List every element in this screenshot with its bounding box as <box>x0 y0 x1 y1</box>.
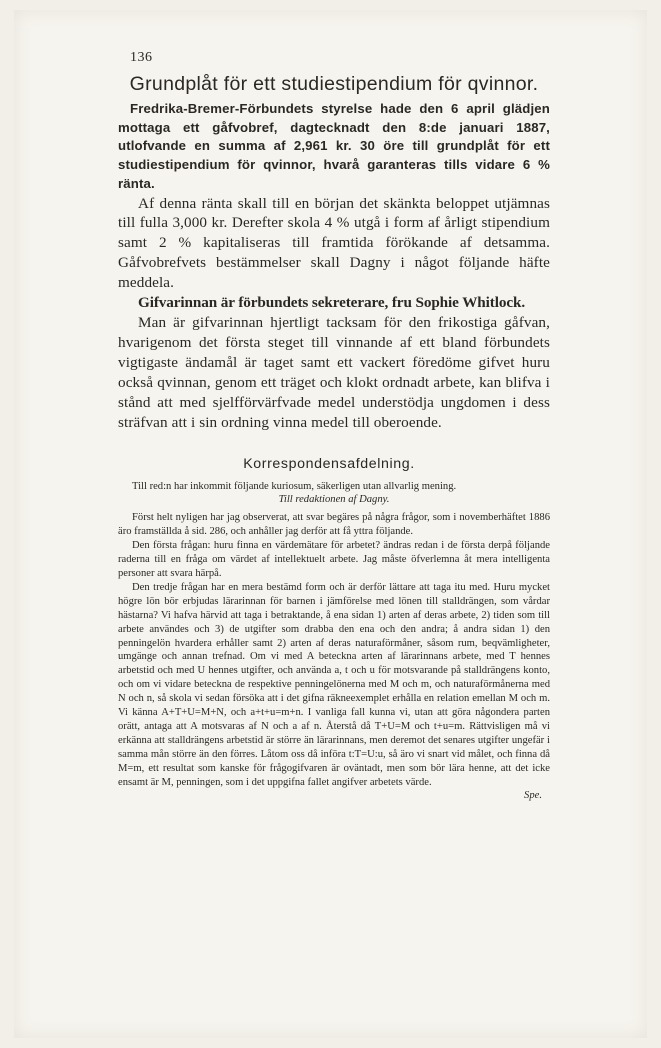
page-content <box>118 50 550 801</box>
body-paragraph: Man är gifvarinnan hjertligt tacksam för den frikostiga gåfvan, hvarigenom det första steget till vinnande af ett bland förbundets vigtigaste ändamål är taget samt ett vackert föredöme gifvet huru också qvinnan, genom ett träget och klokt ordnadt arbete, kan blifva i stånd att med sjelfförvärfvade medel understödja ungdomen i dess sträfvan att i sin ordning vinna medel till oberoende. <box>118 314 550 431</box>
correspondence-paragraph: Den första frågan: huru finna en värdemätare för arbetet? ändras redan i de första derpå följande raderna till en fråga om värdet af intellektuelt arbete. Jag måste öfverlemna åt mera intelligenta personer att svara härpå. <box>118 540 550 580</box>
correspondence-paragraph: Den tredje frågan har en mera bestämd form och är derför lättare att taga itu med. Huru mycket högre lön bör erbjudas lärarinnan för barnen i jämförelse med lönen till stalldrängen, som vårdar hästarna? Vi hafva härvid att taga i betraktande, å ena sidan 1) arten af deras arbete, 2) tiden som till arbete användes och 3) de utgifter som drabba den ena och den andra; å andra sidan 1) den penningelön hvardera erhåller samt 2) arten af deras naturaförmåner, såsom rum, beqvämligheter, umgänge och annan trefnad. Om vi med A beteckna arten af lärarinnans arbete, med T hennes arbetstid och med U hennes utgifter, och använda a, t och u för motsvarande på stalldrängens konto, och om vi vidare beteckna de respektive penningelönerna med M och m, och naturaförmånerna med N och n, så skola vi sedan försöka att i det gifna räkneexemplet erhålla en relation emellan M och m. Vi känna A+T+U=M+N, och a+t+u=m+n. I vanliga fall kunna vi, utan att göra någondera parten orätt, antaga att A motsvaras af N och a af n. Återstå då T+U=M och t+u=m. Rättvisligen må vi erkänna att stalldrängens arbetstid är större än lärarinnans, men deremot det senares utgifter ungefär i samma mån större än den förres. Låtom oss då införa t:T=U:u, så äro vi snart vid målet, och finna då M=m, ett resultat som kanske för frågogifvaren är oväntadt, men som bör lära henne, att det icke ensamt är M, penningen, som i det uppgifna fallet angifver arbetets värde. <box>118 581 550 788</box>
correspondence-intro: Till red:n har inkommit följande kuriosum, säkerligen utan allvarlig mening. <box>132 481 457 493</box>
signature: Spe. <box>524 789 542 801</box>
section-title: Korrespondensafdelning. <box>243 456 415 473</box>
correspondence-paragraph: Först helt nyligen har jag observerat, att svar begäres på några frågor, som i novemberhäftet 1886 äro framställda å sid. 286, och anhåller jag derför att få yttra följande. <box>118 512 550 538</box>
announcement-line: Gifvarinnan är förbundets sekreterare, fru Sophie Whitlock. <box>138 294 526 312</box>
page-number: 136 <box>130 50 153 65</box>
lead-paragraph: Fredrika-Bremer-Förbundets styrelse hade den 6 april glädjen mottaga ett gåfvobref, dagtecknadt den 8:de januari 1887, utlofvande en summa af 2,961 kr. 30 öre till grundplåt för ett studiestipendium för qvinnor, hvarå garanteras tills vidare 6 % ränta. <box>118 101 550 191</box>
article-title: Grundplåt för ett studiestipendium för qvinnor. <box>129 73 539 95</box>
body-paragraph: Af denna ränta skall till en början det skänkta beloppet utjämnas till fulla 3,000 kr. Derefter skola 4 % utgå i form af årligt stipendium samt 2 % kapitaliseras till framtida förökande af detsamma. Gåfvobrefvets bestämmelser skall Dagny i något följande häfte meddela. <box>118 194 550 292</box>
document-page <box>14 10 647 1038</box>
correspondence-salutation: Till redaktionen af Dagny. <box>278 494 390 506</box>
